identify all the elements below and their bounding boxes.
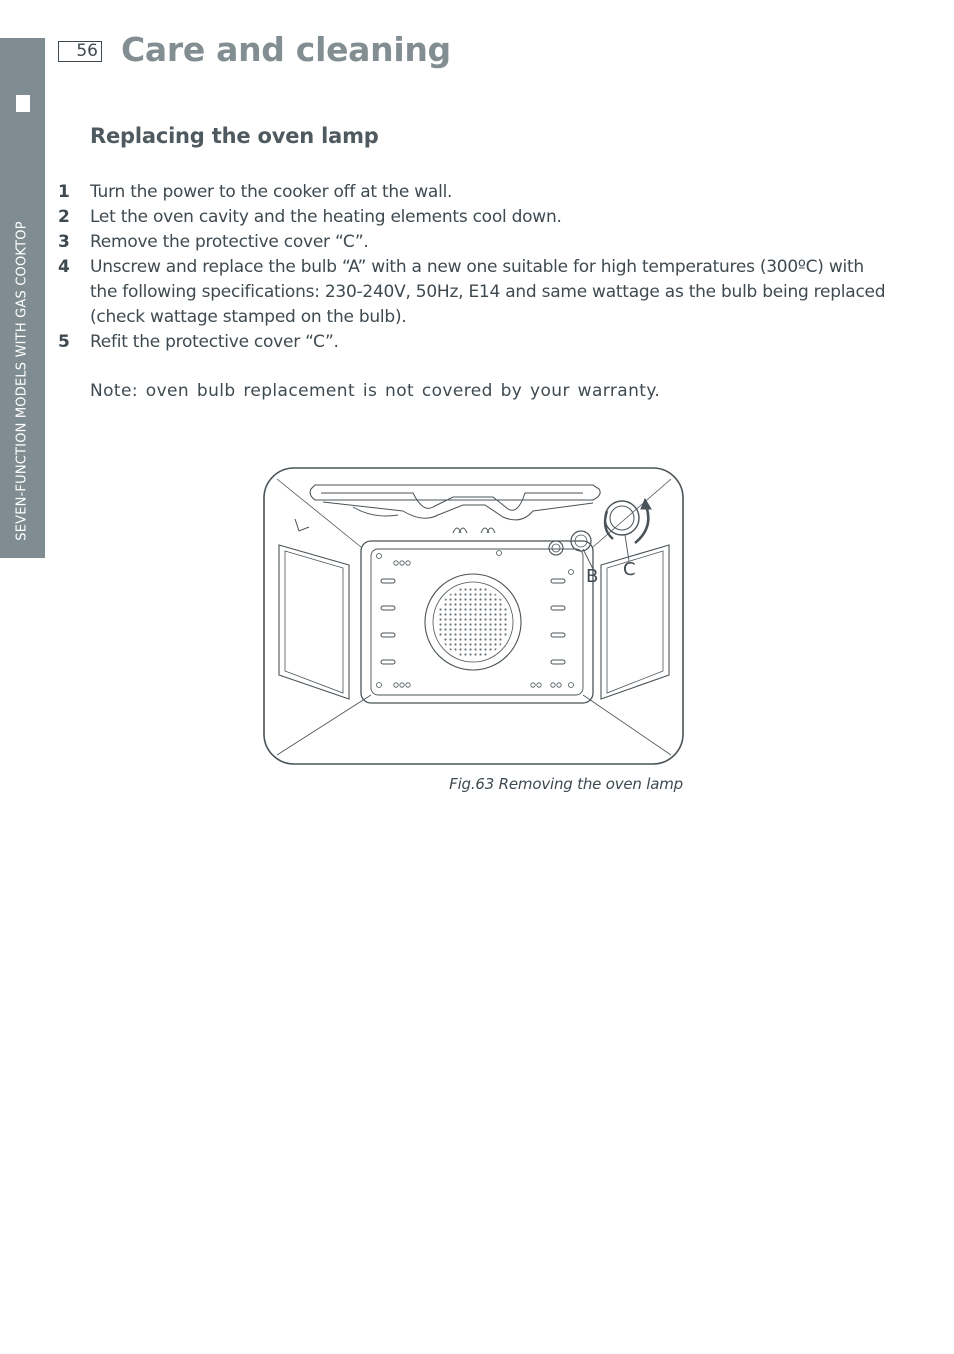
step-text: Turn the power to the cooker off at the wall. [90,182,453,202]
side-tab-label: SEVEN-FUNCTION MODELS WITH GAS COOKTOP [14,221,30,541]
step-number: 1 [58,182,70,202]
step-item [58,180,888,205]
steps-list [58,180,888,355]
oven-lamp-figure [263,467,685,767]
step-item [58,330,888,355]
side-tab-marker [16,95,30,112]
step-text: Refit the protective cover “C”. [90,332,339,352]
callout-b-label: B [586,566,599,587]
page-title: Care and cleaning [121,30,451,69]
step-text: Unscrew and replace the bulb “A” with a new one suitable for high temperatures (300ºC) with the following specifications: 230-240V, 50Hz, E14 and same wattage as the bulb being replaced (check wattage stamped on the bulb). [90,257,886,327]
figure-caption: Fig.63 Removing the oven lamp [449,775,683,793]
oven-cavity-illustration [263,467,685,767]
step-item [58,255,888,330]
step-number: 4 [58,257,70,277]
step-item [58,205,888,230]
page-number: 56 [58,41,102,62]
step-number: 2 [58,207,70,227]
step-number: 5 [58,332,70,352]
step-text: Remove the protective cover “C”. [90,232,369,252]
step-number: 3 [58,232,70,252]
callout-c-label: C [623,559,636,580]
side-tab [0,38,45,558]
step-text: Let the oven cavity and the heating elements cool down. [90,207,562,227]
warranty-note: Note: oven bulb replacement is not covered by your warranty. [90,381,661,401]
section-heading: Replacing the oven lamp [90,124,379,148]
step-item [58,230,888,255]
